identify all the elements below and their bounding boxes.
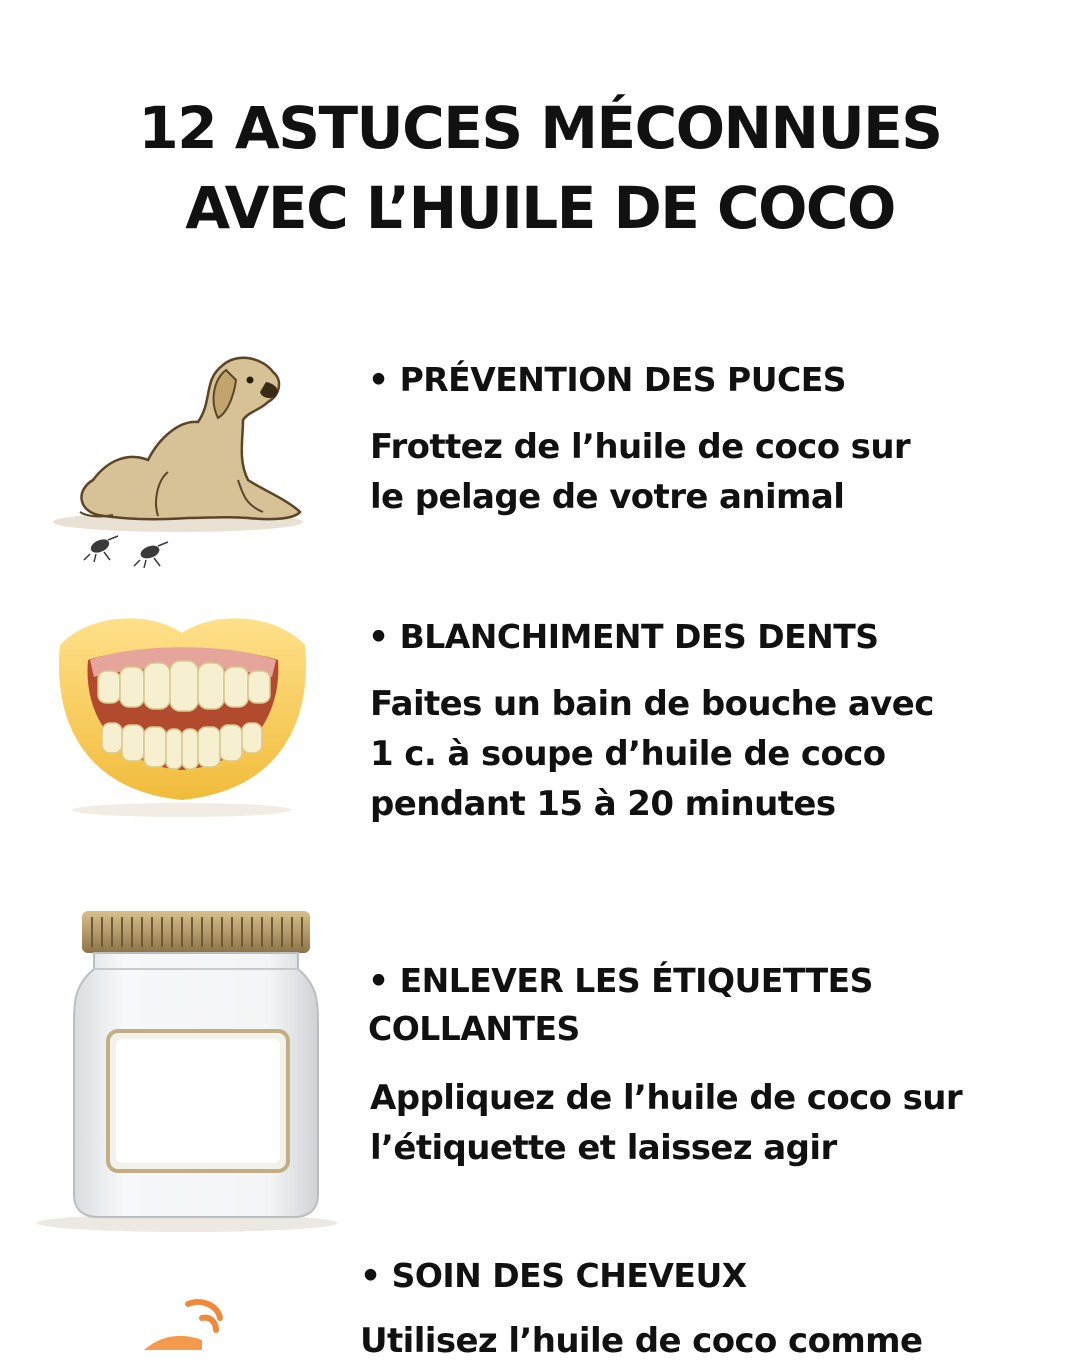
hair-icon (140, 1296, 250, 1350)
tip-body-hair-care: Utilisez l’huile de coco comme (360, 1321, 923, 1361)
tip-body-teeth-whitening: Faites un bain de bouche avec 1 c. à soupe d’huile de coco pendant 15 à 20 minutes (370, 684, 934, 824)
tip-body-sticky-labels: Appliquez de l’huile de coco sur l’étiquette et laissez agir (370, 1078, 963, 1168)
teeth-icon (50, 605, 315, 820)
tip-heading-flea-prevention: • PRÉVENTION DES PUCES (368, 360, 847, 399)
page-title-line-2: AVEC L’HUILE DE COCO (185, 174, 895, 242)
tip-body-flea-prevention: Frottez de l’huile de coco sur le pelage de votre animal (370, 427, 911, 517)
page-title (0, 88, 1080, 248)
page-title-line-1: 12 ASTUCES MÉCONNUES (138, 94, 942, 162)
tip-heading-hair-care: • SOIN DES CHEVEUX (360, 1256, 747, 1295)
jar-with-label-icon (32, 905, 342, 1235)
tip-heading-sticky-labels: • ENLEVER LES ÉTIQUETTES COLLANTES (368, 961, 873, 1048)
dog-with-fleas-icon (38, 340, 318, 570)
tip-heading-teeth-whitening: • BLANCHIMENT DES DENTS (368, 617, 879, 656)
